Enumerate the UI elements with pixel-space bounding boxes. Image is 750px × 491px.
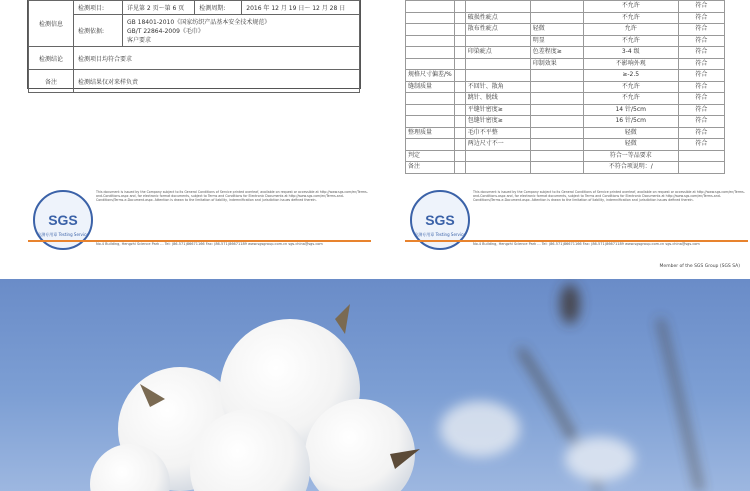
table-cell xyxy=(530,127,583,139)
table-cell: 符合 xyxy=(678,70,724,82)
table-cell: 14 针/5cm xyxy=(583,104,678,116)
table-row xyxy=(406,104,725,116)
cotton-boll xyxy=(90,304,420,491)
table-cell xyxy=(465,162,530,174)
table-cell: 不影响外观 xyxy=(583,58,678,70)
table-cell xyxy=(465,35,530,47)
table-cell xyxy=(454,139,465,151)
table-cell: 印制效果 xyxy=(530,58,583,70)
table-row xyxy=(406,127,725,139)
row-key-conclusion: 检测结论 xyxy=(29,47,74,70)
table-cell xyxy=(530,139,583,151)
table-cell: 符合 xyxy=(678,139,724,151)
table-cell xyxy=(465,58,530,70)
table-cell xyxy=(530,81,583,93)
cotton-illustration xyxy=(0,279,750,491)
table-cell xyxy=(406,116,455,128)
test-period-label: 检测周期: xyxy=(195,1,242,15)
table-cell xyxy=(454,150,465,162)
table-cell: 轻微 xyxy=(583,127,678,139)
table-cell xyxy=(406,47,455,59)
table-cell xyxy=(406,139,455,151)
table-cell: 缝制质量 xyxy=(406,81,455,93)
table-cell xyxy=(454,12,465,24)
sgs-address: No.4 Building, Hengzhi Science Park ... Tel: (86-571)86671166 Fax: (86-571)86671189 www.sgsgroup.com.cn sgs.china@sgs.com xyxy=(473,242,700,246)
table-cell xyxy=(406,93,455,105)
sgs-footer-right xyxy=(405,190,750,270)
table-cell xyxy=(530,12,583,24)
table-cell: 规格尺寸偏差/% xyxy=(406,70,455,82)
table-cell: 允许 xyxy=(583,24,678,36)
sgs-fine-print: This document is issued by the Company subject to its General Conditions of Service printed overleaf, available on request or accessible at http://www.sgs.com/en/Terms-and-Conditions.aspx and, for electronic format documents, subject to Terms and Conditions for Electronic Documents at http://www.sgs.com/en/Terms-and-Conditions/Terms-e-Document.aspx. Attention is drawn to the limitation of liability, indemnification and jurisdiction issues defined therein. xyxy=(473,190,745,202)
table-cell xyxy=(530,1,583,13)
table-row xyxy=(406,81,725,93)
row-key-test-info: 检测信息 xyxy=(29,1,74,47)
left-report-page xyxy=(0,0,375,270)
test-period-value: 2016 年 12 月 19 日～ 12 月 28 日 xyxy=(242,1,360,15)
cotton-photo xyxy=(0,279,750,491)
table-cell: 符合 xyxy=(678,93,724,105)
test-items-value: 详见第 2 页～第 6 页 xyxy=(123,1,195,15)
table-cell xyxy=(454,35,465,47)
table-cell: 备注 xyxy=(406,162,455,174)
test-basis-label: 检测依据: xyxy=(74,15,123,47)
sgs-member-text: Member of the SGS Group (SGS SA) xyxy=(659,264,740,269)
sgs-address: No.4 Building, Hengzhi Science Park ... Tel: (86-571)86671166 Fax: (86-571)86671189 www.sgsgroup.com.cn sgs.china@sgs.com xyxy=(96,242,323,246)
table-cell xyxy=(406,1,455,13)
table-cell xyxy=(406,104,455,116)
left-report-table xyxy=(27,0,361,89)
sgs-logo: SGS 检测专用章 Testing Service xyxy=(410,190,470,250)
table-cell: 符合 xyxy=(678,104,724,116)
table-cell: ≥-2.5 xyxy=(583,70,678,82)
table-cell xyxy=(454,127,465,139)
conclusion-text: 检测项目均符合要求 xyxy=(74,47,360,70)
table-row xyxy=(406,150,725,162)
table-cell: 不允许 xyxy=(583,35,678,47)
table-cell: 色差程度≥ xyxy=(530,47,583,59)
table-cell: 轻微 xyxy=(583,139,678,151)
table-cell: 不允许 xyxy=(583,12,678,24)
table-cell: 符合 xyxy=(678,58,724,70)
table-cell: 不允许 xyxy=(583,81,678,93)
table-cell: 不允许 xyxy=(583,1,678,13)
table-cell: 轻微 xyxy=(530,24,583,36)
table-cell xyxy=(454,93,465,105)
table-cell: 符合 xyxy=(678,116,724,128)
sgs-footer-left xyxy=(28,190,378,270)
table-cell xyxy=(406,58,455,70)
table-cell xyxy=(678,162,724,174)
table-row xyxy=(406,93,725,105)
table-cell: 符合 xyxy=(678,127,724,139)
table-cell xyxy=(454,70,465,82)
table-cell xyxy=(530,162,583,174)
table-cell: 不允许 xyxy=(583,93,678,105)
test-items-label: 检测项目: xyxy=(74,1,123,15)
table-cell: 符合 xyxy=(678,47,724,59)
table-cell xyxy=(454,81,465,93)
table-row xyxy=(406,35,725,47)
sgs-fine-print: This document is issued by the Company subject to its General Conditions of Service printed overleaf, available on request or accessible at http://www.sgs.com/en/Terms-and-Conditions.aspx and, for electronic format documents, subject to Terms and Conditions for Electronic Documents at http://www.sgs.com/en/Terms-and-Conditions/Terms-e-Document.aspx. Attention is drawn to the limitation of liability, indemnification and jurisdiction issues defined therein. xyxy=(96,190,368,202)
table-cell: 不回针、散角 xyxy=(465,81,530,93)
table-cell: 符合 xyxy=(678,24,724,36)
remark-text: 检测结果仅对来样负责 xyxy=(74,70,360,93)
table-row xyxy=(406,70,725,82)
table-cell: 印染疵点 xyxy=(465,47,530,59)
table-cell: 判定 xyxy=(406,150,455,162)
table-cell: 16 针/5cm xyxy=(583,116,678,128)
table-cell: 跳针、脱线 xyxy=(465,93,530,105)
table-cell xyxy=(454,47,465,59)
table-cell: 散布性疵点 xyxy=(465,24,530,36)
table-cell xyxy=(406,35,455,47)
row-key-remark: 备注 xyxy=(29,70,74,93)
table-cell: 破损性疵点 xyxy=(465,12,530,24)
table-cell xyxy=(530,70,583,82)
table-row xyxy=(406,139,725,151)
table-cell xyxy=(454,58,465,70)
table-cell xyxy=(406,24,455,36)
table-cell: 符合 xyxy=(678,12,724,24)
table-row xyxy=(406,116,725,128)
table-cell: 毛巾不平整 xyxy=(465,127,530,139)
table-cell xyxy=(530,116,583,128)
table-cell xyxy=(465,150,530,162)
table-cell xyxy=(678,150,724,162)
table-row xyxy=(406,58,725,70)
table-cell: 3-4 级 xyxy=(583,47,678,59)
table-cell xyxy=(454,162,465,174)
table-cell: 符合 xyxy=(678,35,724,47)
right-report-page xyxy=(375,0,750,270)
table-cell xyxy=(465,1,530,13)
table-cell xyxy=(406,12,455,24)
table-cell: 明显 xyxy=(530,35,583,47)
table-cell: 平缝针密度≥ xyxy=(465,104,530,116)
table-cell: 符合 xyxy=(678,81,724,93)
table-cell xyxy=(465,70,530,82)
table-cell xyxy=(454,1,465,13)
table-cell: 不符合项说明：/ xyxy=(583,162,678,174)
table-cell xyxy=(454,104,465,116)
table-row xyxy=(406,12,725,24)
sgs-logo: SGS 检测专用章 Testing Service xyxy=(33,190,93,250)
test-basis-value: GB 18401-2010《国家纺织产品基本安全技术规范》 GB/T 22864-2009《毛巾》 客户要求 xyxy=(123,15,360,47)
table-row xyxy=(406,1,725,13)
table-cell xyxy=(454,24,465,36)
table-cell xyxy=(530,150,583,162)
table-cell: 整理质量 xyxy=(406,127,455,139)
table-row xyxy=(406,24,725,36)
right-report-table xyxy=(405,0,725,174)
table-cell: 两边尺寸不一 xyxy=(465,139,530,151)
table-row xyxy=(406,47,725,59)
table-cell xyxy=(530,93,583,105)
table-cell: 符合一等品要求 xyxy=(583,150,678,162)
table-row xyxy=(406,162,725,174)
table-cell xyxy=(530,104,583,116)
table-cell: 包缝针密度≥ xyxy=(465,116,530,128)
table-cell xyxy=(454,116,465,128)
table-cell: 符合 xyxy=(678,1,724,13)
